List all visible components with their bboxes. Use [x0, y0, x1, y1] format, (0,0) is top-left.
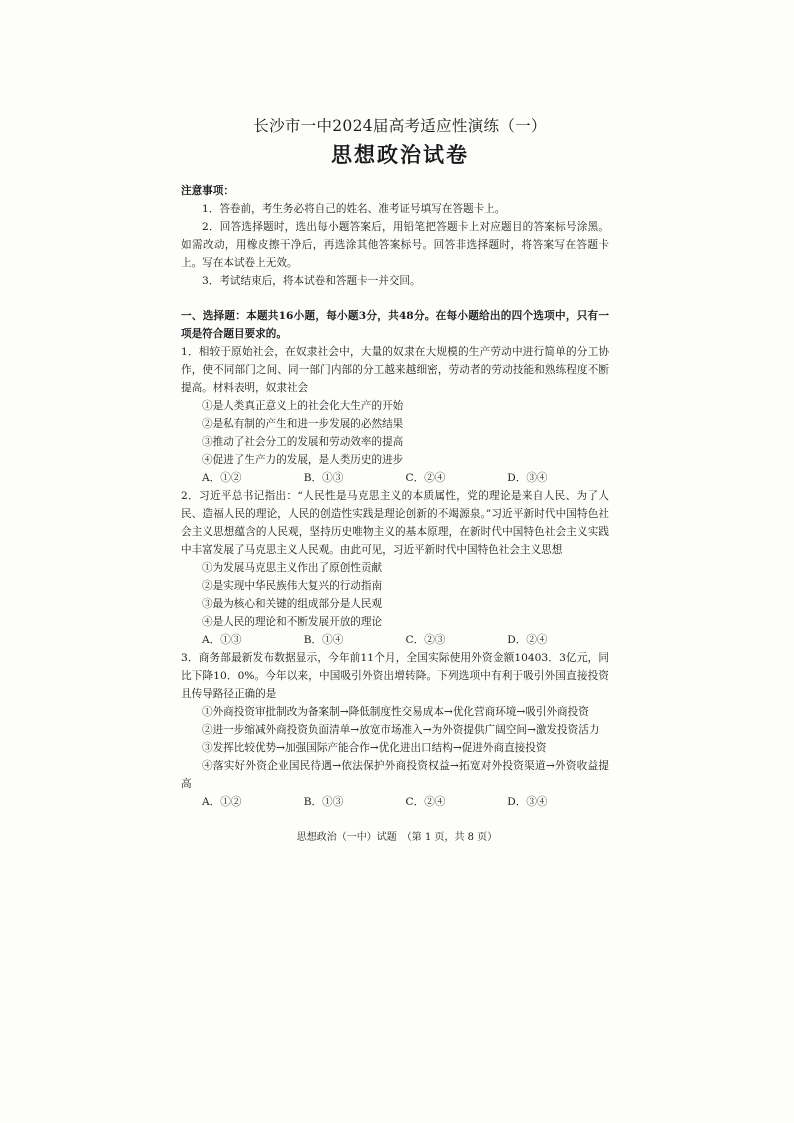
- question-3-choice-b: B．①③: [303, 796, 344, 808]
- notice-item-1: 1．答卷前，考生务必将自己的姓名、准考证号填写在答题卡上。: [202, 203, 506, 215]
- notice-item-2: 2．回答选择题时，选出每小题答案后，用铅笔把答题卡上对应题目的答案标号涂黑。如需改动，用橡皮擦干净后，再选涂其他答案标号。回答非选择题时，将答案写在答题卡上。写在本试卷上无效。: [181, 221, 609, 269]
- page-content: [181, 116, 609, 811]
- page-footer: 思想政治（一中）试题 （第 1 页，共 8 页）: [296, 832, 498, 843]
- question-2-option-1: ①为发展马克思主义作出了原创性贡献: [202, 562, 383, 574]
- exam-title: 长沙市一中2024届高考适应性演练（一）: [253, 117, 547, 135]
- question-3-option-4: ④落实好外资企业国民待遇→依法保护外商投资权益→拓宽对外投资渠道→外资收益提高: [181, 760, 609, 790]
- question-1-choice-b: B．①③: [303, 472, 344, 484]
- question-2-option-2: ②是实现中华民族伟大复兴的行动指南: [202, 580, 383, 592]
- notice-item-3: 3．考试结束后，将本试卷和答题卡一并交回。: [202, 275, 421, 287]
- notice-heading: 注意事项：: [181, 185, 234, 197]
- question-2-stem: 2．习近平总书记指出：“人民性是马克思主义的本质属性，党的理论是来自人民、为了人民、造福人民的理论，人民的创造性实践是理论创新的不竭源泉。”习近平新时代中国特色社会主义思想蕴含的人民观，坚持历史唯物主义的基本原理，在新时代中国特色社会主义实践中丰富发展了马克思主义人民观。由此可见，习近平新时代中国特色社会主义思想: [181, 490, 609, 556]
- question-2-choices: [181, 631, 609, 649]
- question-1-option-2: ②是私有制的产生和进一步发展的必然结果: [202, 418, 404, 430]
- question-3-option-1: ①外商投资审批制改为备案制→降低制度性交易成本→优化营商环境→吸引外商投资: [202, 706, 589, 718]
- question-3-choices: [181, 793, 609, 811]
- question-1-option-4: ④促进了生产力的发展，是人类历史的进步: [202, 454, 404, 466]
- question-2-choice-a: A．①③: [202, 634, 242, 646]
- question-2-option-3: ③最为核心和关键的组成部分是人民观: [202, 598, 383, 610]
- question-2-choice-d: D．②④: [507, 634, 548, 646]
- question-3-choice-c: C．②④: [405, 796, 446, 808]
- question-2-option-4: ④是人民的理论和不断发展开放的理论: [202, 616, 383, 628]
- question-3-choice-d: D．③④: [507, 796, 548, 808]
- question-1-option-1: ①是人类真正意义上的社会化大生产的开始: [202, 400, 404, 412]
- question-1-choice-c: C．②④: [405, 472, 446, 484]
- question-1-choices: [181, 469, 609, 487]
- question-3-stem: 3．商务部最新发布数据显示，今年前11个月，全国实际使用外资金额10403．3亿元，同比下降10．0%。今年以来，中国吸引外资出增转降。下列选项中有利于吸引外国直接投资且传导路径正确的是: [181, 652, 609, 700]
- question-3-option-3: ③发挥比较优势→加强国际产能合作→优化进出口结构→促进外商直接投资: [202, 742, 547, 754]
- question-1-option-3: ③推动了社会分工的发展和劳动效率的提高: [202, 436, 404, 448]
- question-3-option-2: ②进一步缩减外商投资负面清单→放宽市场准入→为外资提供广阔空间→激发投资活力: [202, 724, 600, 736]
- question-1-choice-a: A．①②: [202, 472, 242, 484]
- question-3-choice-a: A．①②: [202, 796, 242, 808]
- question-2-choice-c: C．②③: [405, 634, 446, 646]
- question-1-stem: 1．相较于原始社会，在奴隶社会中，大量的奴隶在大规模的生产劳动中进行简单的分工协作，使不同部门之间、同一部门内部的分工越来越细密，劳动者的劳动技能和熟练程度不断提高。材料表明，奴隶社会: [181, 346, 609, 394]
- question-1-choice-d: D．③④: [507, 472, 548, 484]
- section-heading: 一、选择题：本题共16小题，每小题3分，共48分。在每小题给出的四个选项中，只有一项是符合题目要求的。: [181, 310, 609, 340]
- question-2-choice-b: B．①④: [303, 634, 344, 646]
- exam-subject-title: 思想政治试卷: [331, 142, 469, 167]
